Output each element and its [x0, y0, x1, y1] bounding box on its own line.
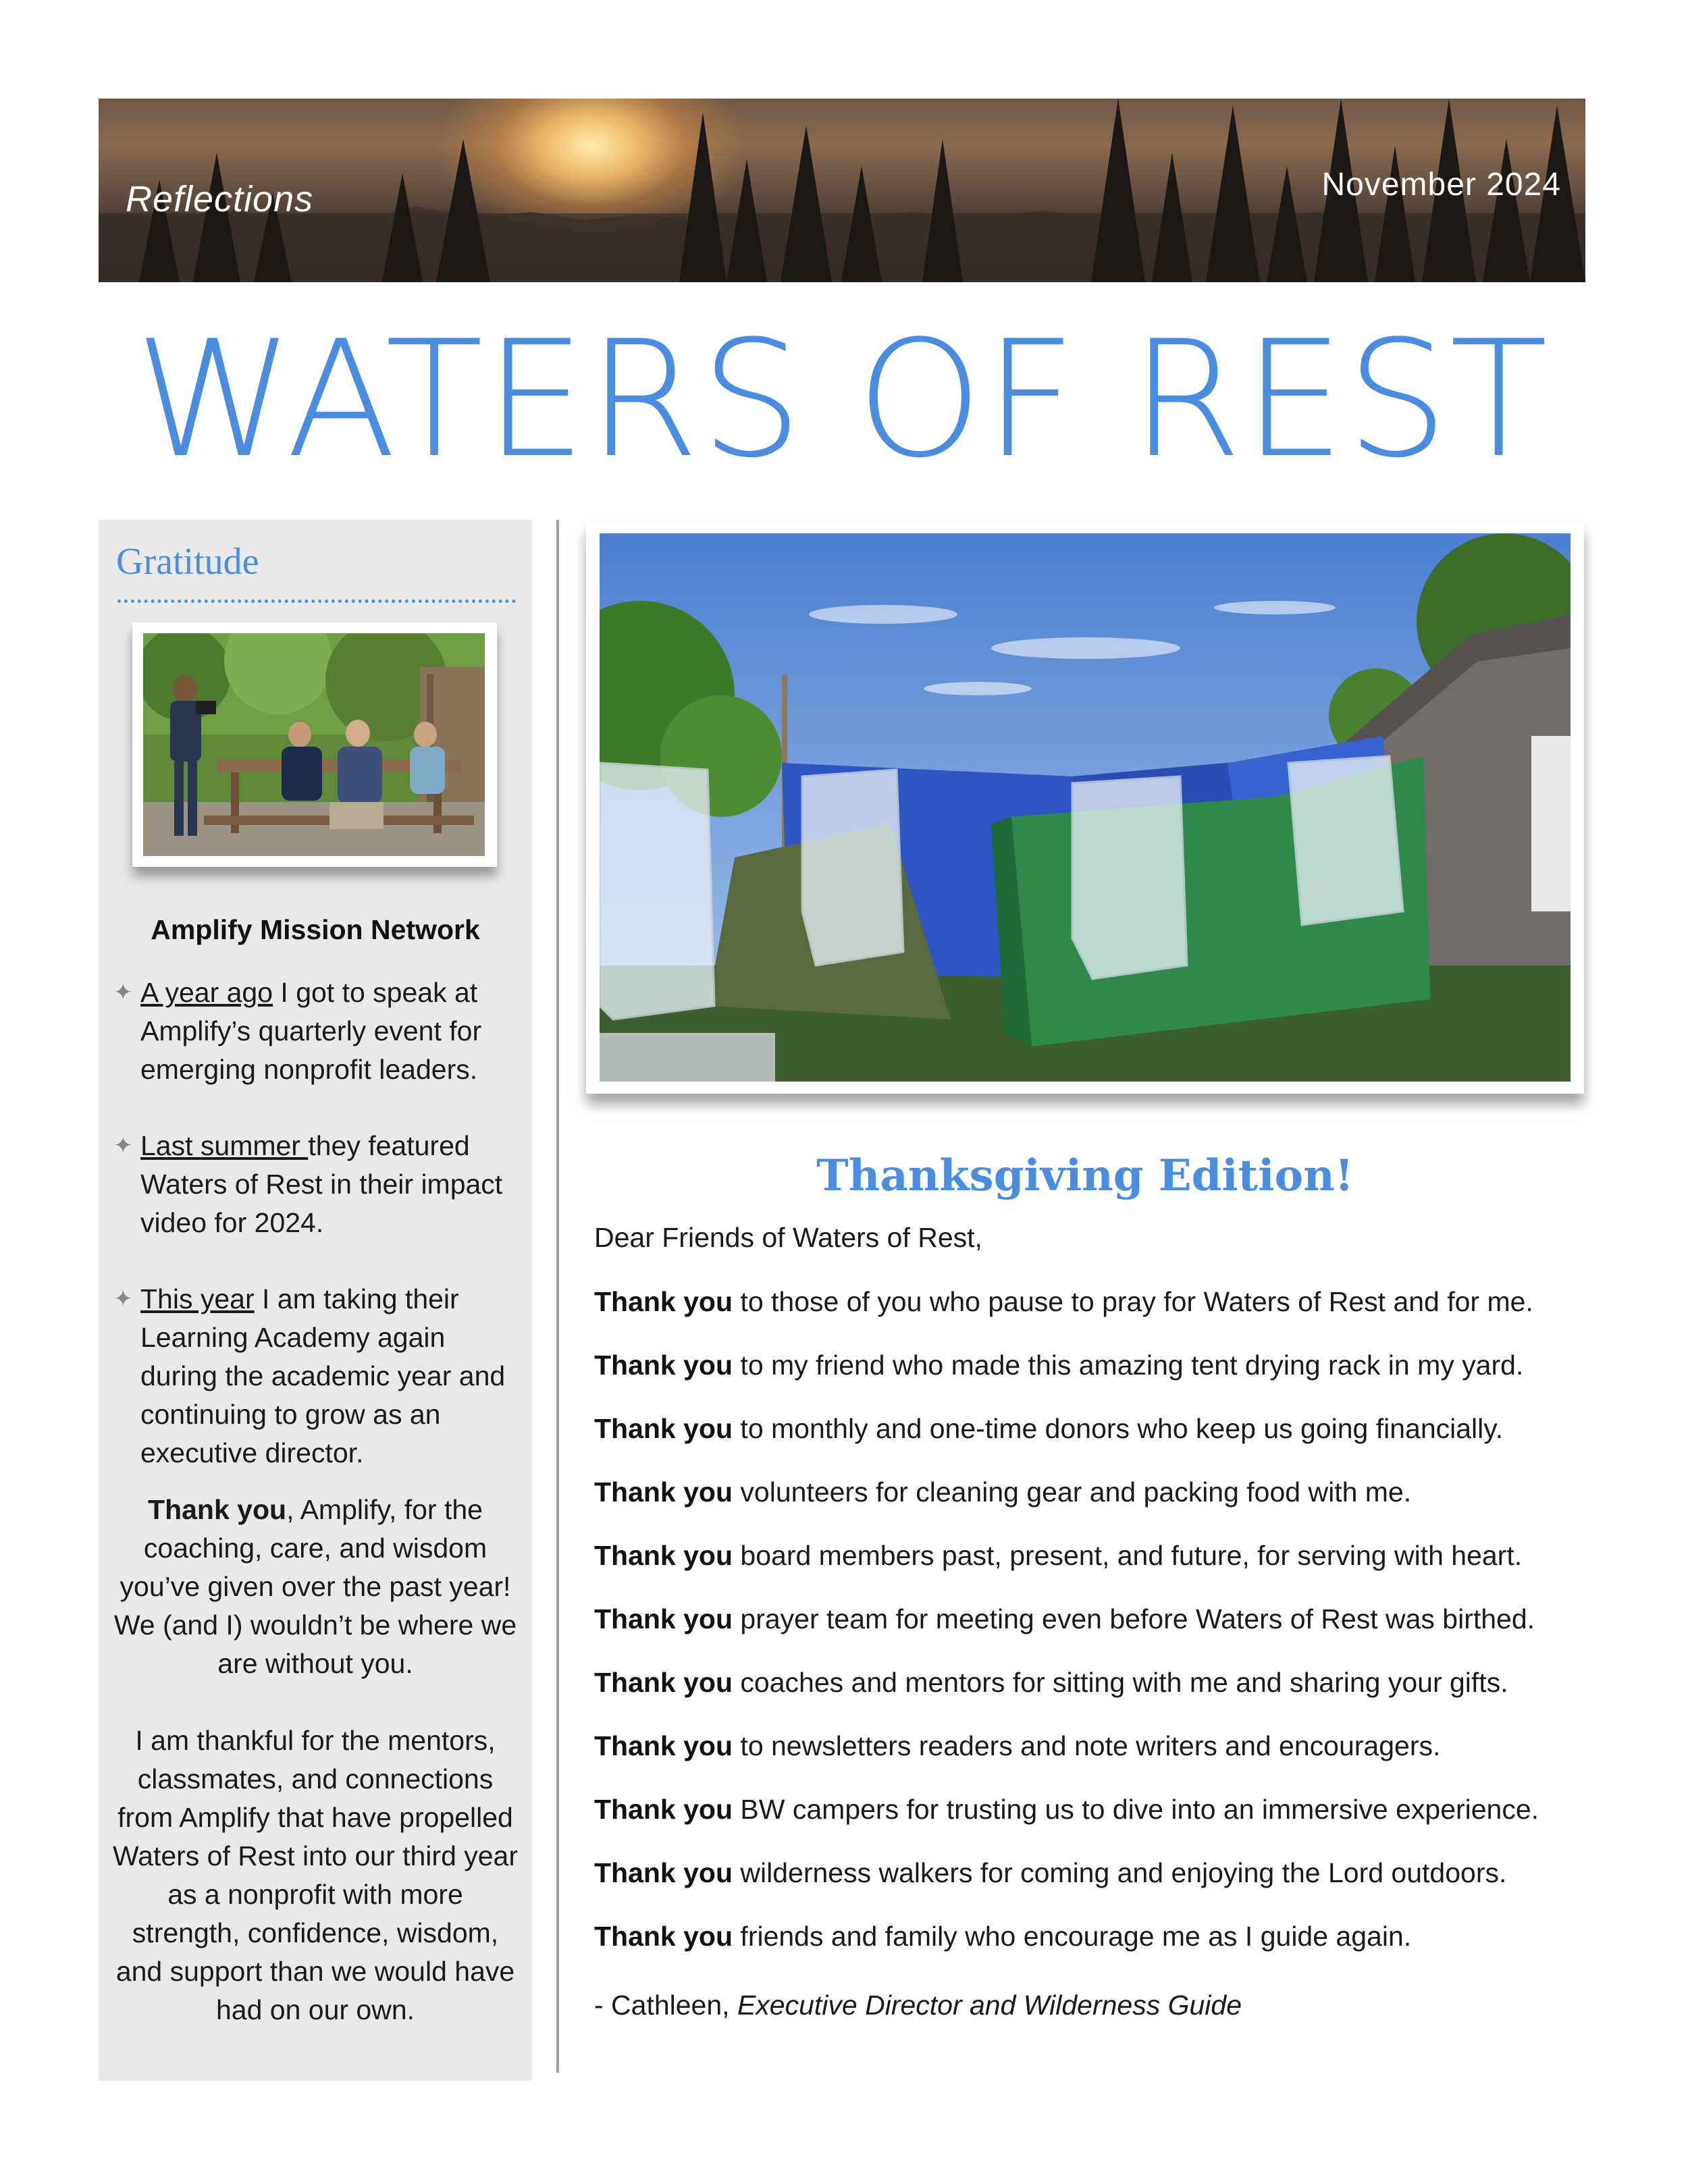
list-item — [594, 1854, 1580, 1917]
thanks-text: prayer team for meeting even before Waters of Rest was birthed. — [733, 1603, 1535, 1634]
section-label: Reflections — [126, 179, 314, 219]
star-bullet-icon: ✦ — [113, 980, 133, 1005]
star-bullet-icon: ✦ — [113, 1286, 133, 1312]
list-item — [594, 1283, 1580, 1346]
bullet-text: they featured Waters of Rest in their impact video for 2024. — [140, 1130, 503, 1238]
sidebar-photo — [132, 622, 497, 867]
thanks-bold: Thank you — [594, 1540, 733, 1571]
bullet-text: I got to speak at Amplify’s quarterly event for emerging nonprofit leaders. — [140, 977, 482, 1085]
thanks-bold: Thank you — [594, 1286, 733, 1317]
sidebar-heading: Gratitude — [116, 541, 259, 583]
thanks-bold: Thank you — [594, 1730, 733, 1761]
list-item — [594, 1663, 1580, 1727]
header-banner — [99, 99, 1585, 282]
thanks-text: to newsletters readers and note writers and encouragers. — [733, 1730, 1441, 1761]
list-item — [113, 1280, 525, 1472]
tent-drying-rack-image — [600, 533, 1571, 1082]
thanks-bold: Thank you — [594, 1794, 733, 1825]
people-at-picnic-table-image — [143, 633, 485, 856]
list-item — [594, 1346, 1580, 1410]
thanks-bold: Thank you — [148, 1494, 287, 1525]
issue-date: November 2024 — [1321, 167, 1561, 203]
bullet-emphasis: Last summer — [140, 1130, 309, 1161]
thanks-text: , Amplify, for the coaching, care, and wisdom you’ve given over the past year! We (and I) wouldn’t be where we are without you. — [113, 1494, 517, 1679]
thanks-amplify-paragraph — [112, 1491, 519, 1683]
thanks-text: to those of you who pause to pray for Waters of Rest and for me. — [733, 1286, 1533, 1317]
thanks-bold: Thank you — [594, 1921, 733, 1952]
thanks-bold: Thank you — [594, 1857, 733, 1888]
thanks-text: board members past, present, and future, for serving with heart. — [733, 1540, 1523, 1571]
bullet-text: I am taking their Learning Academy again during the academic year and continuing to grow as an executive director. — [140, 1283, 506, 1468]
list-item — [113, 1127, 525, 1242]
edition-title: Thanksgiving Edition! — [816, 1150, 1354, 1201]
thanks-text: coaches and mentors for sitting with me and sharing your gifts. — [733, 1667, 1508, 1698]
main-photo — [586, 521, 1584, 1094]
sidebar-subheading: Amplify Mission Network — [151, 914, 480, 945]
thanks-text: BW campers for trusting us to dive into an immersive experience. — [733, 1794, 1539, 1825]
list-item — [594, 1790, 1580, 1854]
thanks-bold: Thank you — [594, 1667, 733, 1698]
column-divider — [556, 520, 559, 2073]
sidebar-bullet-list — [113, 974, 525, 1510]
star-bullet-icon: ✦ — [113, 1133, 133, 1158]
signature-name: - Cathleen, — [594, 1990, 737, 2021]
signature-title: Executive Director and Wilderness Guide — [737, 1990, 1242, 2021]
signature — [594, 1986, 1242, 2025]
sidebar — [99, 520, 532, 2081]
closing-paragraph: I am thankful for the mentors, classmates, and connections from Amplify that have propelled Waters of Rest into our third year as a nonprofit with more strength, confidence, wisdom, and support than we would have had on our own. — [112, 1725, 519, 2025]
thanks-text: to my friend who made this amazing tent drying rack in my yard. — [733, 1350, 1524, 1381]
bullet-emphasis: This year — [140, 1283, 255, 1314]
masthead-title: WATERS OF REST — [134, 307, 1550, 494]
thank-you-list — [594, 1283, 1580, 1981]
bullet-emphasis: A year ago — [140, 977, 273, 1008]
list-item — [594, 1473, 1580, 1537]
thanks-bold: Thank you — [594, 1603, 733, 1634]
thanks-text: volunteers for cleaning gear and packing food with me. — [733, 1476, 1412, 1508]
thanks-bold: Thank you — [594, 1350, 733, 1381]
thanks-text: friends and family who encourage me as I guide again. — [733, 1921, 1412, 1952]
thanks-bold: Thank you — [594, 1476, 733, 1508]
thanks-bold: Thank you — [594, 1413, 733, 1444]
thanks-text: to monthly and one-time donors who keep us going financially. — [733, 1413, 1504, 1444]
list-item — [594, 1537, 1580, 1600]
dotted-divider — [117, 600, 516, 603]
list-item — [594, 1410, 1580, 1473]
list-item — [594, 1600, 1580, 1663]
thanks-text: wilderness walkers for coming and enjoying the Lord outdoors. — [733, 1857, 1507, 1888]
list-item — [113, 974, 525, 1089]
list-item — [594, 1917, 1580, 1981]
list-item — [594, 1727, 1580, 1790]
salutation: Dear Friends of Waters of Rest, — [594, 1222, 982, 1253]
